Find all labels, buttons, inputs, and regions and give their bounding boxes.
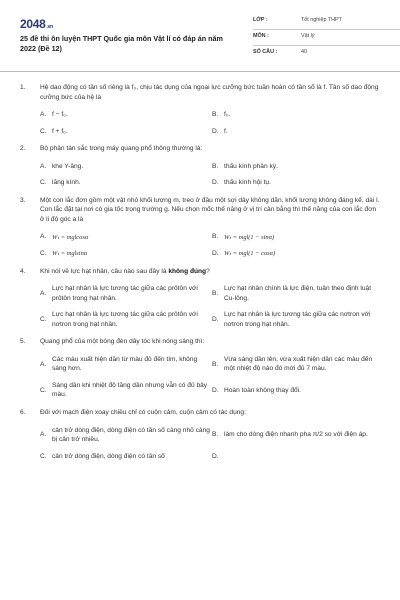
option-letter: C. <box>40 452 47 460</box>
document-header <box>20 14 382 64</box>
question-stem: Đối với mạch điện xoay chiều chỉ có cuộn cảm, cuộn cảm có tác dụng: <box>40 409 246 417</box>
option-text: cản trở dòng điện, dòng điện có tần số càng nhỏ càng bị cản trở nhiều. <box>52 426 210 444</box>
option-a[interactable] <box>40 162 210 172</box>
option-letter: C. <box>40 179 47 187</box>
option-letter: A. <box>40 162 47 170</box>
option-d[interactable] <box>212 452 382 462</box>
option-letter: D. <box>212 179 219 187</box>
option-text: f + f₀. <box>52 127 68 135</box>
option-d[interactable] <box>212 249 382 259</box>
option-text: cản trở dòng điện, dòng điện có tần số <box>52 452 165 460</box>
option-c[interactable] <box>40 310 210 329</box>
option-b[interactable] <box>212 232 382 242</box>
header-divider <box>0 71 400 72</box>
option-formula: Wₜ = mgl(1 − sinα) <box>224 233 275 241</box>
option-text: Vừa sáng dần lên, vừa xuất hiện dần các màu đến một nhiệt độ nào đó mới đủ 7 màu. <box>224 355 373 373</box>
question-text <box>20 337 382 347</box>
question-2 <box>20 144 382 188</box>
option-text: f − f₀. <box>52 111 68 119</box>
option-letter: A. <box>40 360 47 368</box>
option-text: Các màu xuất hiện dần từ màu đỏ đến tím, không sáng hơn. <box>52 355 198 373</box>
answer-options <box>20 110 382 136</box>
option-letter: C. <box>40 386 47 394</box>
option-text: thấu kính phân kỳ. <box>224 162 278 170</box>
option-text: Sáng dần khi nhiệt độ tăng dần nhưng vẫn có đủ bảy màu. <box>52 381 208 399</box>
option-text: f. <box>224 127 228 135</box>
question-number: 1. <box>20 84 26 91</box>
question-text <box>20 196 382 225</box>
option-d[interactable] <box>212 178 382 188</box>
question-number: 5. <box>20 338 26 346</box>
meta-row-subject <box>253 30 400 46</box>
option-letter: B. <box>212 233 219 241</box>
option-letter: B. <box>212 162 219 170</box>
option-d[interactable] <box>212 127 382 137</box>
option-letter: B. <box>212 360 219 368</box>
option-b[interactable] <box>212 355 382 374</box>
option-c[interactable] <box>40 452 210 462</box>
logo-suffix: .vn <box>46 24 53 30</box>
meta-value: 40 <box>301 49 307 55</box>
option-text: khe Y-âng. <box>52 162 84 170</box>
option-a[interactable] <box>40 426 210 445</box>
option-letter: A. <box>40 111 47 119</box>
meta-label: LỚP : <box>253 17 268 23</box>
answer-options <box>20 162 382 188</box>
question-stem: Quang phổ của một bóng đèn dây tóc khi nóng sáng thì: <box>40 338 205 346</box>
option-letter: C. <box>40 250 47 258</box>
option-a[interactable] <box>40 232 210 242</box>
option-text: làm cho dòng điện nhanh pha π/2 so với điện áp. <box>224 431 368 439</box>
option-letter: C. <box>40 315 47 323</box>
meta-row-question-count <box>253 46 400 62</box>
option-c[interactable] <box>40 127 210 137</box>
logo-text: 2048 <box>20 17 46 31</box>
question-number: 2. <box>20 145 26 153</box>
option-letter: B. <box>212 111 219 119</box>
question-stem: Một con lắc đơn gồm một vật nhỏ khối lượng m, treo ở đầu một sợi dây không dãn, khối lượng không đáng kể, dài l. Con lắc đặt tại nơi có gia tốc trọng trường g. Nếu chọn mốc thế năng ở vị trí cân bằng thì thế năng của con lắc đơn ở li độ góc a là <box>40 196 380 223</box>
option-letter: A. <box>40 289 47 297</box>
answer-options <box>20 355 382 400</box>
site-logo[interactable] <box>20 16 53 33</box>
question-text <box>20 83 382 102</box>
option-a[interactable] <box>40 110 210 120</box>
option-c[interactable] <box>40 178 210 188</box>
question-list <box>20 83 382 469</box>
option-text: lăng kính. <box>52 179 81 187</box>
meta-value: Tốt nghiệp THPT <box>301 17 342 23</box>
option-a[interactable] <box>40 284 210 303</box>
option-text: Lực hạt nhân là lực tương tác giữa các nơtron với nơtron trong hạt nhân. <box>224 311 371 328</box>
question-stem: Hệ dao động có tần số riêng là f₀, chịu tác dụng của ngoại lực cưỡng bức tuần hoàn có tần số là f. Tần số dao động cưỡng bức của hệ là <box>40 84 379 101</box>
exam-meta-table <box>253 14 400 62</box>
option-b[interactable] <box>212 426 382 445</box>
option-b[interactable] <box>212 162 382 172</box>
option-letter: D. <box>212 315 219 323</box>
option-c[interactable] <box>40 381 210 400</box>
option-letter: D. <box>212 452 219 460</box>
question-number: 4. <box>20 267 26 275</box>
question-4 <box>20 267 382 330</box>
question-5 <box>20 337 382 400</box>
option-letter: B. <box>212 431 219 439</box>
question-3 <box>20 196 382 259</box>
question-stem: Bộ phận tán sắc trong máy quang phổ thông thường là: <box>40 145 203 153</box>
document-title: 25 đề thi ôn luyện THPT Quốc gia môn Vật lí có đáp án năm 2022 (Đề 12) <box>20 34 223 53</box>
option-b[interactable] <box>212 110 382 120</box>
option-d[interactable] <box>212 381 382 400</box>
answer-options <box>20 426 382 462</box>
answer-options <box>20 232 382 258</box>
option-d[interactable] <box>212 310 382 329</box>
meta-label: SỐ CÂU : <box>253 49 278 55</box>
option-letter: B. <box>212 289 219 297</box>
option-formula: Wₜ = mglcosα <box>52 233 89 241</box>
option-text: thấu kính hội tụ. <box>224 179 271 187</box>
option-text: Hoàn toàn không thay đổi. <box>224 386 301 394</box>
question-stem-end: ? <box>206 267 210 275</box>
answer-options <box>20 284 382 329</box>
option-letter: C. <box>40 127 47 135</box>
option-a[interactable] <box>40 355 210 374</box>
option-text: Lực hạt nhân là lực tương tác giữa các prôtôn với prôtôn trong hạt nhân. <box>52 285 198 302</box>
question-text <box>20 144 382 154</box>
option-b[interactable] <box>212 284 382 303</box>
question-text <box>20 267 382 277</box>
option-c[interactable] <box>40 249 210 259</box>
question-stem: Khi nói về lực hạt nhân, câu nào sau đây là <box>40 267 169 275</box>
option-formula: Wₜ = mgl(1 − cosα) <box>224 250 276 258</box>
meta-row-class <box>253 14 400 30</box>
option-letter: D. <box>212 127 219 135</box>
question-number: 6. <box>20 409 26 417</box>
question-1 <box>20 83 382 136</box>
option-formula: Wₜ = mglsinα <box>52 250 88 258</box>
option-letter: D. <box>212 386 219 394</box>
option-letter: A. <box>40 233 47 241</box>
meta-label: MÔN : <box>253 33 269 39</box>
question-emphasis: không đúng <box>168 267 207 275</box>
question-6 <box>20 408 382 461</box>
option-text: f₀. <box>224 111 231 119</box>
option-text: Lực hạt nhân chính là lực điện, tuân theo định luật Cu-lông. <box>224 285 372 302</box>
option-text: Lực hạt nhân là lực tương tác giữa các prôtôn với nơtron trong hạt nhân. <box>52 311 198 328</box>
question-number: 3. <box>20 196 26 204</box>
meta-value: Vật lý <box>301 33 315 39</box>
question-text <box>20 408 382 418</box>
option-letter: A. <box>40 431 47 439</box>
option-letter: D. <box>212 250 219 258</box>
